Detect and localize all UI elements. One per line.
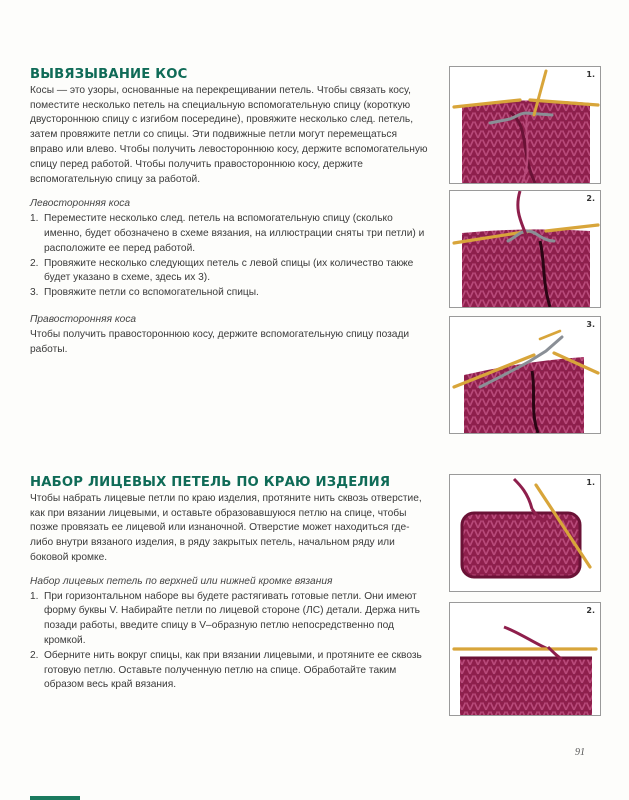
step-number: 2. xyxy=(30,649,39,661)
cable-figure-2 xyxy=(449,190,601,308)
step-number: 1. xyxy=(30,590,39,602)
pickup-illustration-1 xyxy=(450,475,600,591)
left-cable-subtitle: Левосторонняя коса xyxy=(30,198,131,210)
right-cable-text: Чтобы получить правостороннюю косу, держите вспомогательную спицу позади работы. xyxy=(30,328,410,355)
figure-label: 2. xyxy=(586,194,595,203)
cable-illustration-2 xyxy=(450,191,600,307)
section-cables-title: ВЫВЯЗЫВАНИЕ КОС xyxy=(30,67,188,82)
cable-figure-3 xyxy=(449,316,601,434)
list-item xyxy=(30,286,428,301)
list-item xyxy=(30,257,428,287)
footer-accent-bar xyxy=(30,796,80,800)
step-number: 3. xyxy=(30,287,39,299)
section-pickup-intro: Чтобы набрать лицевые петли по краю изделия, протяните нить сквозь отверстие, как при вязании лицевыми, и оставьте образовавшуюся петлю на спице, чтобы позже провязать ее лицевой или изнаночной. Отверстие может находиться где-либо внутри вязаного изделия, в ряду закрытых петель, начальном ряду или боковой кромке. xyxy=(30,492,422,563)
step-text: Провяжите петли со вспомогательной спицы. xyxy=(44,287,259,299)
section-pickup-title: НАБОР ЛИЦЕВЫХ ПЕТЕЛЬ ПО КРАЮ ИЗДЕЛИЯ xyxy=(30,475,391,490)
pickup-figure-1 xyxy=(449,474,601,592)
right-cable-subtitle: Правосторонняя коса xyxy=(30,313,137,325)
figure-label: 3. xyxy=(586,320,595,329)
step-text: Оберните нить вокруг спицы, как при вязании лицевыми, и протяните ее сквозь готовую петлю. Оставьте полученную петлю на спице. Обработайте таким образом весь край вязания. xyxy=(44,649,422,691)
section-cables-intro: Косы — это узоры, основанные на перекрещивании петель. Чтобы связать косу, поместите несколько петель на специальную вспомогательную спицу (короткую двустороннюю спицу с изгибом посередине), провяжите несколько след. петель, затем провяжите петли со спицы. Эти подвижные петли могут перемещаться вправо или влево. Чтобы получить левостороннюю косу, держите вспомогательную спицу перед работой. Чтобы получить правостороннюю косу, держите вспомогательную спицу за работой. xyxy=(30,84,428,185)
list-item xyxy=(30,212,428,256)
figure-label: 2. xyxy=(586,606,595,615)
cable-illustration-1 xyxy=(450,67,600,183)
step-text: При горизонтальном наборе вы будете растягивать готовые петли. Они имеют форму буквы V. Набирайте петли по лицевой стороне (ЛС) детали. Держа нить позади работы, введите спицу в V–образную петлю непосредственно под кромкой. xyxy=(44,590,420,646)
cable-illustration-3 xyxy=(450,317,600,433)
section-cables xyxy=(30,68,428,357)
list-item xyxy=(30,590,428,649)
figure-label: 1. xyxy=(586,70,595,79)
left-cable-steps xyxy=(30,212,428,301)
cable-figure-1 xyxy=(449,66,601,184)
step-text: Переместите несколько след. петель на вспомогательную спицу (сколько именно, будет обозначено в схеме вязания, на иллюстрации сняты три петли) и расположите ее перед работой. xyxy=(44,213,425,254)
pickup-steps xyxy=(30,590,428,694)
step-text: Провяжите несколько следующих петель с левой спицы (их количество также будет указано в схеме, здесь их 3). xyxy=(44,257,414,284)
figure-label: 1. xyxy=(586,478,595,487)
pickup-figure-2 xyxy=(449,602,601,716)
step-number: 1. xyxy=(30,213,39,225)
pickup-illustration-2 xyxy=(450,603,600,715)
section-pickup xyxy=(30,476,428,693)
list-item xyxy=(30,649,428,693)
page-number: 91 xyxy=(575,747,585,758)
pickup-subtitle: Набор лицевых петель по верхней или нижней кромке вязания xyxy=(30,575,333,587)
step-number: 2. xyxy=(30,257,39,269)
